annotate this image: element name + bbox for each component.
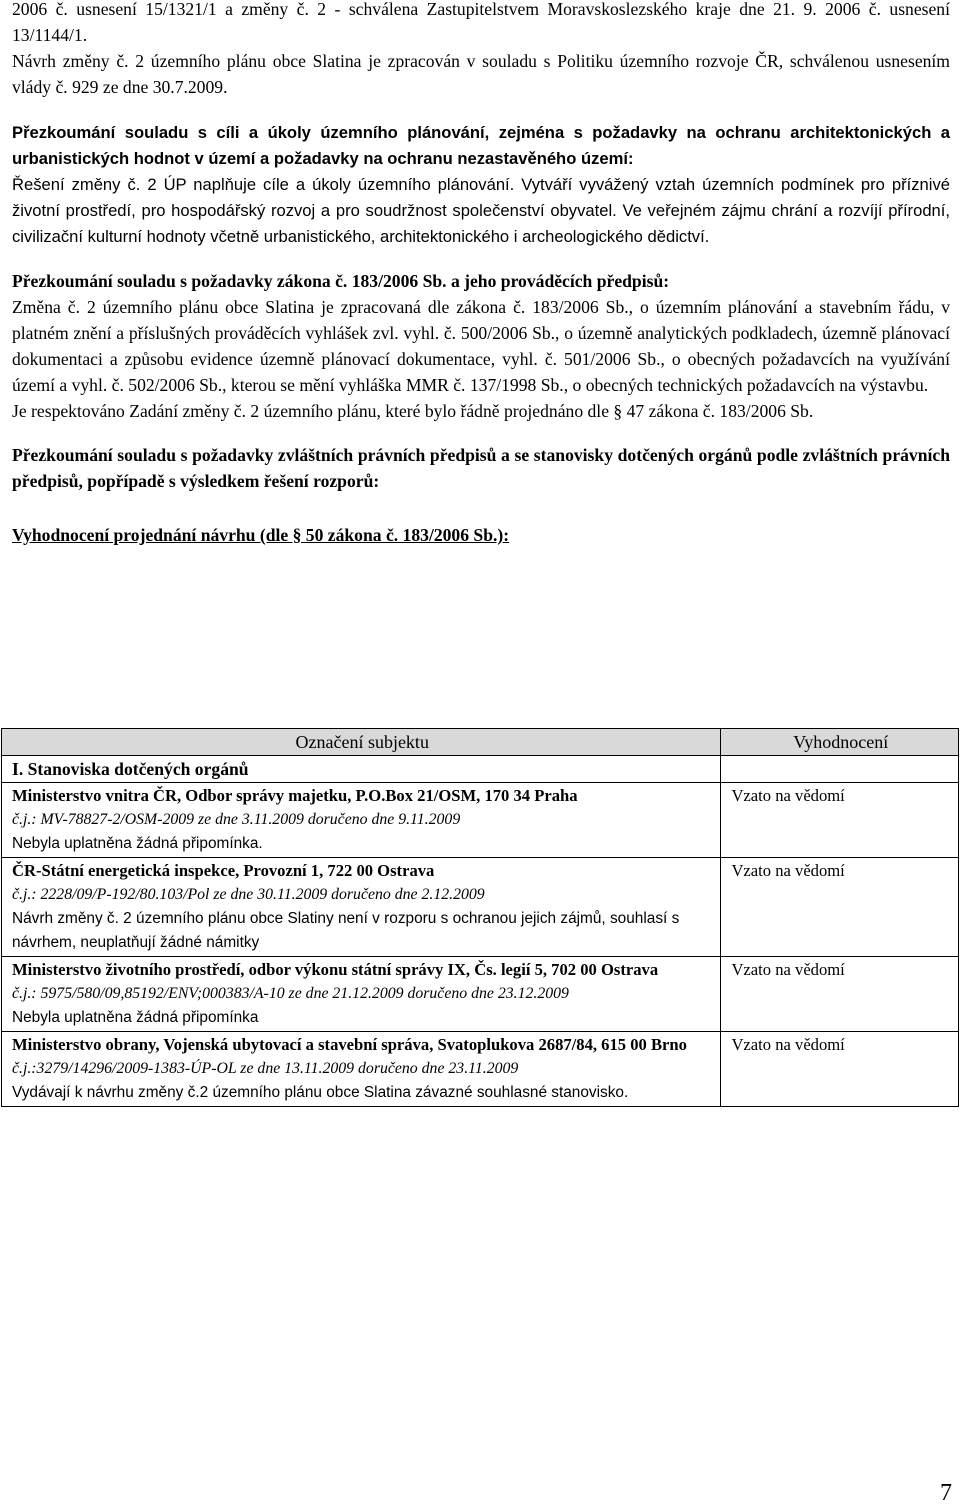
comment-text: Návrh změny č. 2 územního plánu obce Slatiny není v rozporu s ochranou jejich zájmů, souhlasí s návrhem, neuplatňují žádné námitky <box>12 910 680 951</box>
table-header-row <box>2 729 959 756</box>
section-heading-special-laws: Přezkoumání souladu s požadavky zvláštních právních předpisů a se stanovisky dotčených orgánů podle zvláštních právních předpisů, popřípadě s výsledkem řešení rozporů: <box>12 445 950 491</box>
comment-text: Vydávají k návrhu změny č.2 územního plánu obce Slatina závazné souhlasné stanovisko. <box>12 1084 629 1101</box>
organization-name: Ministerstvo životního prostředí, odbor výkonu státní správy IX, Čs. legií 5, 702 00 Ostrava <box>12 960 659 979</box>
column-header-subject: Označení subjektu <box>2 729 721 756</box>
organization-name: ČR-Státní energetická inspekce, Provozní 1, 722 00 Ostrava <box>12 861 435 880</box>
section-heading-evaluation: Vyhodnocení projednání návrhu (dle § 50 zákona č. 183/2006 Sb.): <box>12 525 510 545</box>
table-row <box>2 783 959 858</box>
table-row <box>2 858 959 957</box>
page-number: 7 <box>940 1480 952 1506</box>
subject-cell <box>2 858 721 957</box>
section-body-assignment: Je respektováno Zadání změny č. 2 územního plánu, které bylo řádně projednáno dle § 47 zákona č. 183/2006 Sb. <box>12 401 814 421</box>
intro-paragraph-2: Návrh změny č. 2 územního plánu obce Slatina je zpracován v souladu s Politiku územního rozvoje ČR, schválenou usnesením vlády č. 929 ze dne 30.7.2009. <box>12 51 950 97</box>
organization-name: Ministerstvo obrany, Vojenská ubytovací a stavební správa, Svatoplukova 2687/84, 615 00 Brno <box>12 1035 687 1054</box>
section-body-goals-a: Řešení změny č. 2 ÚP naplňuje cíle a úkoly územního plánování. <box>12 175 515 194</box>
group-label: I. Stanoviska dotčených orgánů <box>2 756 721 783</box>
reference-number: č.j.: MV-78827-2/OSM-2009 ze dne 3.11.2009 doručeno dne 9.11.2009 <box>12 811 461 828</box>
evaluation-cell: Vzato na vědomí <box>721 783 959 858</box>
evaluation-cell: Vzato na vědomí <box>721 858 959 957</box>
evaluation-cell: Vzato na vědomí <box>721 1032 959 1107</box>
subject-cell <box>2 1032 721 1107</box>
section-heading-law: Přezkoumání souladu s požadavky zákona č. 183/2006 Sb. a jeho prováděcích předpisů: <box>12 271 670 291</box>
section-body-law: Změna č. 2 územního plánu obce Slatina je zpracovaná dle zákona č. 183/2006 Sb., o územním plánování a stavebním řádu, v platném znění a příslušných prováděcích vyhlášek zvl. vyhl. č. 500/2006 Sb., o územně analytických podkladech, územně plánovací dokumentaci a způsobu evidence územně plánovací dokumentace, vyhl. č. 501/2006 Sb., o obecných požadavcích na využívání území a vyhl. č. 502/2006 Sb., kterou se mění vyhláška MMR č. 137/1998 Sb., o obecných technických požadavcích na výstavbu. <box>12 297 950 395</box>
table-group-row <box>2 756 959 783</box>
document-page <box>12 0 950 548</box>
evaluation-cell: Vzato na vědomí <box>721 957 959 1032</box>
reference-number: č.j.: 5975/580/09,85192/ENV;000383/A-10 ze dne 21.12.2009 doručeno dne 23.12.2009 <box>12 985 569 1002</box>
section-heading-goals: Přezkoumání souladu s cíli a úkoly územního plánování, zejména s požadavky na ochranu architektonických a urbanistických hodnot v území a požadavky na ochranu nezastavěného území: <box>12 123 950 168</box>
intro-paragraph-1: 2006 č. usnesení 15/1321/1 a změny č. 2 - schválena Zastupitelstvem Moravskoslezského kraje dne 21. 9. 2006 č. usnesení 13/1144/1. <box>12 0 950 45</box>
reference-number: č.j.: 2228/09/P-192/80.103/Pol ze dne 30.11.2009 doručeno dne 2.12.2009 <box>12 886 485 903</box>
organization-name: Ministerstvo vnitra ČR, Odbor správy majetku, P.O.Box 21/OSM, 170 34 Praha <box>12 786 578 805</box>
table-row <box>2 957 959 1032</box>
subject-cell <box>2 957 721 1032</box>
reference-number: č.j.:3279/14296/2009-1383-ÚP-OL ze dne 13.11.2009 doručeno dne 23.11.2009 <box>12 1060 519 1077</box>
comment-text: Nebyla uplatněna žádná připomínka. <box>12 835 263 852</box>
evaluation-table <box>1 728 959 1107</box>
section-body-goals-b: Vytváří vyvážený vztah územních podmínek pro příznivé životní prostředí, pro hospodářský rozvoj a pro soudržnost společenství obyvatel. Ve veřejném zájmu chrání a rozvíjí přírodní, civilizační kulturní hodnoty včetně urbanistického, architektonického i archeologického dědictví. <box>12 175 950 246</box>
table-row <box>2 1032 959 1107</box>
subject-cell <box>2 783 721 858</box>
comment-text: Nebyla uplatněna žádná připomínka <box>12 1009 259 1026</box>
section-body-goals <box>12 172 950 250</box>
column-header-evaluation: Vyhodnocení <box>721 729 959 756</box>
